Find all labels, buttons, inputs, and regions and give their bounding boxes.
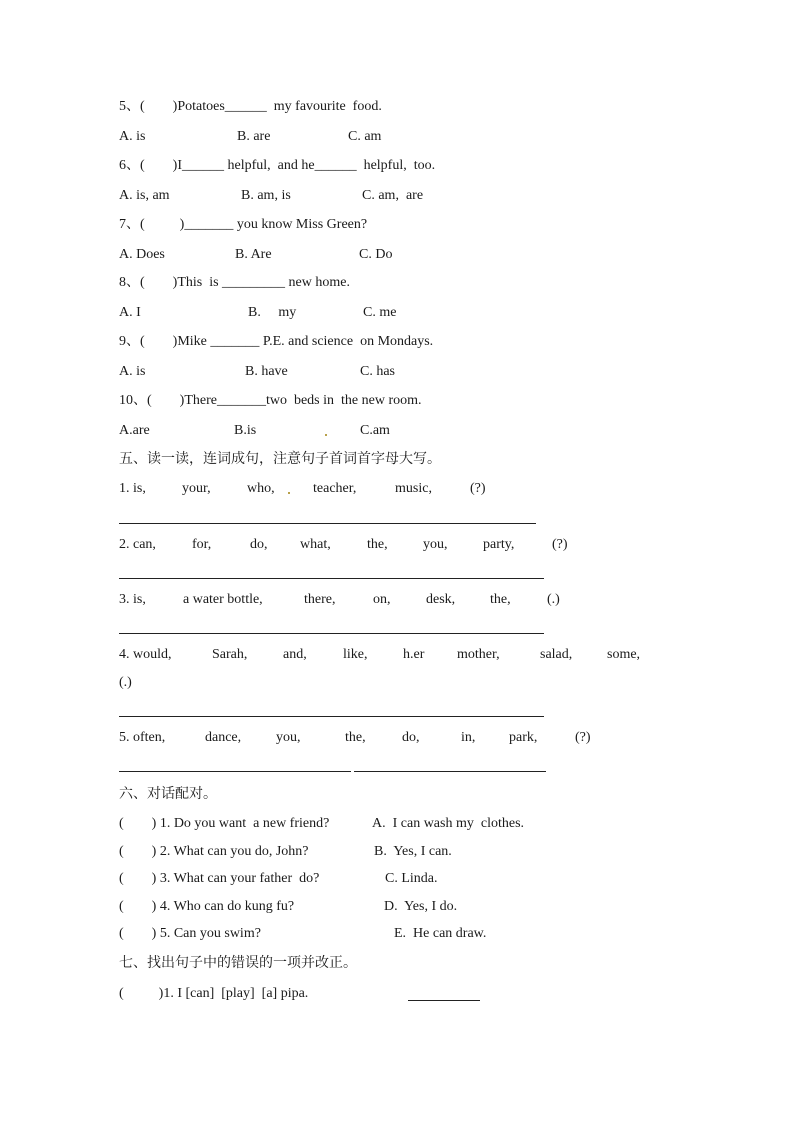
s5-item2-word: party, xyxy=(483,537,515,552)
s5-item2-word: (?) xyxy=(552,537,568,552)
s5-item2-word: what, xyxy=(300,537,331,552)
match-question: ( ) 4. Who can do kung fu? xyxy=(119,899,295,914)
s5-item3-word: there, xyxy=(304,592,336,607)
s5-item2-number: 2. can, xyxy=(119,537,156,552)
s5-item2-word: you, xyxy=(423,537,448,552)
q10-stem: 10、( )There_______two beds in the new room. xyxy=(119,393,422,408)
s5-item4-word: Sarah, xyxy=(212,647,248,662)
match-answer: A. I can wash my clothes. xyxy=(372,816,525,831)
s5-item5-word: (?) xyxy=(575,730,591,745)
s5-item3-word: the, xyxy=(490,592,511,607)
s5-item2-word: do, xyxy=(250,537,268,552)
q8-option-c: C. me xyxy=(363,305,397,320)
s5-item5-word: park, xyxy=(509,730,538,745)
match-question: ( ) 3. What can your father do? xyxy=(119,871,320,886)
section6-heading: 六、对话配对。 xyxy=(119,786,217,802)
s5-item5-word: do, xyxy=(402,730,420,745)
q7-option-b: B. Are xyxy=(235,247,272,262)
s5-item3-word: a water bottle, xyxy=(183,592,263,607)
s5-item1-word: teacher, xyxy=(313,481,357,496)
q6-option-c: C. am, are xyxy=(362,188,424,203)
stray-dot xyxy=(325,434,327,436)
answer-line[interactable] xyxy=(119,771,351,772)
s5-item4-word: h.er xyxy=(403,647,425,662)
s5-item4-word: mother, xyxy=(457,647,500,662)
s5-item3-word: on, xyxy=(373,592,391,607)
answer-line[interactable] xyxy=(119,523,536,524)
match-answer: B. Yes, I can. xyxy=(374,844,452,859)
s5-item5-word: in, xyxy=(461,730,476,745)
answer-line[interactable] xyxy=(408,1000,480,1001)
s5-item3-word: desk, xyxy=(426,592,456,607)
q6-option-b: B. am, is xyxy=(241,188,291,203)
answer-line[interactable] xyxy=(354,771,546,772)
s5-item2-word: for, xyxy=(192,537,212,552)
s5-item4-word: salad, xyxy=(540,647,573,662)
q9-stem: 9、( )Mike _______ P.E. and science on Mondays. xyxy=(119,334,434,349)
s5-item4-word: like, xyxy=(343,647,368,662)
q8-stem: 8、( )This is _________ new home. xyxy=(119,275,350,290)
match-question: ( ) 1. Do you want a new friend? xyxy=(119,816,330,831)
q10-option-b: B.is xyxy=(234,423,257,438)
q5-option-c: C. am xyxy=(348,129,382,144)
q10-option-c: C.am xyxy=(360,423,390,438)
q10-option-a: A.are xyxy=(119,423,150,438)
match-answer: E. He can draw. xyxy=(394,926,487,941)
s5-item4-number: 4. would, xyxy=(119,647,172,662)
s5-item2-word: the, xyxy=(367,537,388,552)
q8-option-b: B. my xyxy=(248,305,297,320)
s5-item3-number: 3. is, xyxy=(119,592,146,607)
s5-item1-word: who, xyxy=(247,481,275,496)
s5-item3-word: (.) xyxy=(547,592,560,607)
q8-option-a: A. I xyxy=(119,305,141,320)
match-question: ( ) 2. What can you do, John? xyxy=(119,844,309,859)
s5-item1-word: music, xyxy=(395,481,432,496)
match-question: ( ) 5. Can you swim? xyxy=(119,926,261,941)
s5-item5-word: the, xyxy=(345,730,366,745)
s5-item4-word: some, xyxy=(607,647,641,662)
s5-item4-punct: (.) xyxy=(119,675,132,690)
q7-stem: 7、( )_______ you know Miss Green? xyxy=(119,217,368,232)
stray-dot xyxy=(288,492,290,494)
q6-stem: 6、( )I______ helpful, and he______ helpful, too. xyxy=(119,158,436,173)
s5-item5-number: 5. often, xyxy=(119,730,166,745)
s5-item5-word: you, xyxy=(276,730,301,745)
section5-heading: 五、读一读，连词成句，注意句子首词首字母大写。 xyxy=(119,451,441,467)
s5-item5-word: dance, xyxy=(205,730,242,745)
q9-option-b: B. have xyxy=(245,364,288,379)
q5-option-a: A. is xyxy=(119,129,146,144)
q9-option-a: A. is xyxy=(119,364,146,379)
q5-option-b: B. are xyxy=(237,129,271,144)
q5-stem: 5、( )Potatoes______ my favourite food. xyxy=(119,99,382,114)
s5-item1-word: your, xyxy=(182,481,211,496)
answer-line[interactable] xyxy=(119,633,544,634)
q6-option-a: A. is, am xyxy=(119,188,170,203)
s7-question-1: ( )1. I [can] [play] [a] pipa. xyxy=(119,986,309,1001)
s5-item1-word: (?) xyxy=(470,481,486,496)
q7-option-a: A. Does xyxy=(119,247,165,262)
match-answer: D. Yes, I do. xyxy=(384,899,458,914)
match-answer: C. Linda. xyxy=(385,871,438,886)
section7-heading: 七、找出句子中的错误的一项并改正。 xyxy=(119,955,357,971)
q9-option-c: C. has xyxy=(360,364,395,379)
q7-option-c: C. Do xyxy=(359,247,393,262)
s5-item4-word: and, xyxy=(283,647,307,662)
s5-item1-number: 1. is, xyxy=(119,481,146,496)
answer-line[interactable] xyxy=(119,716,544,717)
answer-line[interactable] xyxy=(119,578,544,579)
